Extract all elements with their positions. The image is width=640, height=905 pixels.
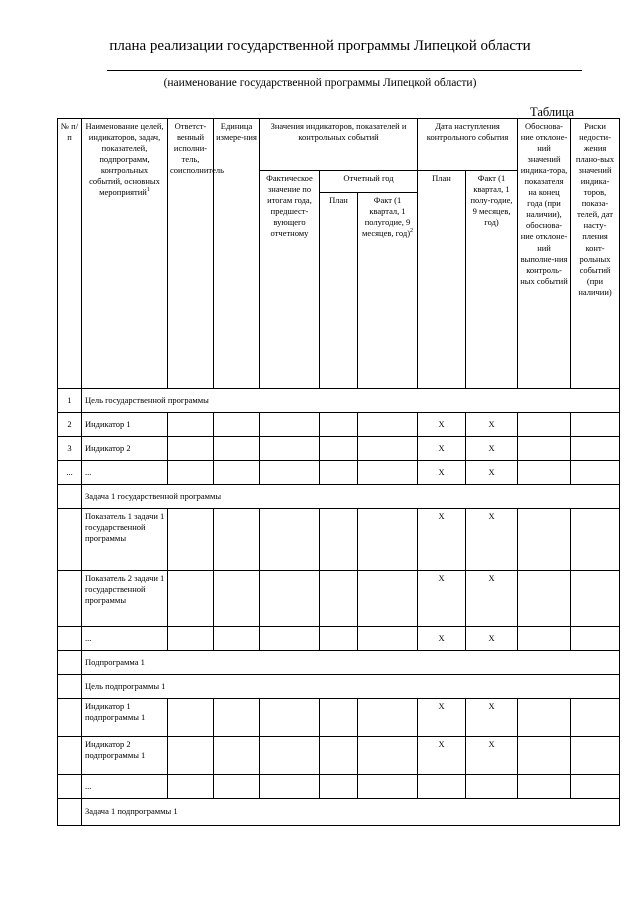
- date-fact-cell: Х: [466, 437, 518, 461]
- fact-report-cell: [358, 775, 418, 799]
- table-row: [58, 651, 620, 675]
- table-row: [58, 627, 620, 651]
- table-label: Таблица: [530, 105, 575, 119]
- executor-cell: [168, 437, 214, 461]
- table-row: [58, 799, 620, 826]
- row-number: 3: [58, 437, 82, 461]
- actual-prev-cell: [260, 775, 320, 799]
- plan-cell: [320, 509, 358, 571]
- risks-cell: [571, 775, 620, 799]
- col-date-plan-header: План: [418, 171, 466, 389]
- justification-cell: [518, 627, 571, 651]
- date-fact-cell: Х: [466, 461, 518, 485]
- col-fact-report-header: Факт (1 квартал, 1 полугодие, 9 месяцев, год)$^2$: [358, 193, 418, 389]
- actual-prev-cell: [260, 413, 320, 437]
- plan-cell: [320, 571, 358, 627]
- justification-cell: [518, 413, 571, 437]
- justification-cell: [518, 437, 571, 461]
- date-fact-cell: Х: [466, 509, 518, 571]
- table-row: [58, 461, 620, 485]
- table-row: [58, 509, 620, 571]
- plan-cell: [320, 737, 358, 775]
- document-title: плана реализации государственной программы Липецкой области: [109, 38, 531, 54]
- executor-cell: [168, 627, 214, 651]
- actual-prev-cell: [260, 461, 320, 485]
- risks-cell: [571, 461, 620, 485]
- row-name: Цель подпрограммы 1: [82, 675, 620, 699]
- fact-report-cell: [358, 627, 418, 651]
- col-justification-header: Обоснова-ние отклоне-ний значений индика-тора, показателя на конец года (при наличии), обоснова-ние отклоне-ний выполне-ния контроль-ных событий: [518, 119, 571, 389]
- unit-cell: [214, 509, 260, 571]
- date-plan-cell: Х: [418, 627, 466, 651]
- date-fact-cell: Х: [466, 737, 518, 775]
- row-number: 2: [58, 413, 82, 437]
- row-number: [58, 737, 82, 775]
- risks-cell: [571, 699, 620, 737]
- date-fact-cell: Х: [466, 627, 518, 651]
- col-plan-header: План: [320, 193, 358, 389]
- plan-cell: [320, 461, 358, 485]
- actual-prev-cell: [260, 509, 320, 571]
- row-number: 1: [58, 389, 82, 413]
- risks-cell: [571, 509, 620, 571]
- unit-cell: [214, 737, 260, 775]
- row-name: ...: [82, 775, 168, 799]
- col-actual-prev-header: Фактическое значение по итогам года, предшест-вующего отчетному: [260, 171, 320, 389]
- unit-cell: [214, 413, 260, 437]
- indicators-table: [57, 118, 620, 826]
- col-risks-header: Риски недости-жения плано-вых значений индика-торов, показа-телей, дат насту-пления конт-рольных событий (при наличии): [571, 119, 620, 389]
- executor-cell: [168, 737, 214, 775]
- plan-cell: [320, 437, 358, 461]
- row-number: ...: [58, 461, 82, 485]
- risks-cell: [571, 437, 620, 461]
- row-name: Задача 1 государственной программы: [82, 485, 620, 509]
- table-row: [58, 437, 620, 461]
- table-row: [58, 413, 620, 437]
- actual-prev-cell: [260, 699, 320, 737]
- unit-cell: [214, 627, 260, 651]
- row-name: ...: [82, 627, 168, 651]
- actual-prev-cell: [260, 627, 320, 651]
- row-number: [58, 775, 82, 799]
- table-row: [58, 389, 620, 413]
- date-fact-cell: Х: [466, 413, 518, 437]
- col-name-header: Наименование целей, индикаторов, задач, показателей, подпрограмм, контрольных событий, основных мероприятий$^1$: [82, 119, 168, 389]
- plan-cell: [320, 775, 358, 799]
- justification-cell: [518, 571, 571, 627]
- fact-report-cell: [358, 737, 418, 775]
- plan-cell: [320, 413, 358, 437]
- executor-cell: [168, 775, 214, 799]
- unit-cell: [214, 699, 260, 737]
- table-row: [58, 775, 620, 799]
- date-plan-cell: Х: [418, 461, 466, 485]
- row-number: [58, 627, 82, 651]
- col-date-fact-header: Факт (1 квартал, 1 полу-годие, 9 месяцев, год): [466, 171, 518, 389]
- col-executor-header: Ответст-венный исполни-тель, соисполнитель: [168, 119, 214, 389]
- fact-report-cell: [358, 461, 418, 485]
- col-values-group-header: Значения индикаторов, показателей и контрольных событий: [260, 119, 418, 171]
- justification-cell: [518, 737, 571, 775]
- table-row: [58, 485, 620, 509]
- unit-cell: [214, 571, 260, 627]
- executor-cell: [168, 461, 214, 485]
- col-num-header: № п/п: [58, 119, 82, 389]
- row-number: [58, 509, 82, 571]
- actual-prev-cell: [260, 737, 320, 775]
- unit-cell: [214, 775, 260, 799]
- actual-prev-cell: [260, 437, 320, 461]
- executor-cell: [168, 571, 214, 627]
- col-report-year-header: Отчетный год: [320, 171, 418, 193]
- row-name: Индикатор 2 подпрограммы 1: [82, 737, 168, 775]
- justification-cell: [518, 699, 571, 737]
- row-name: Подпрограмма 1: [82, 651, 620, 675]
- date-plan-cell: Х: [418, 437, 466, 461]
- unit-cell: [214, 461, 260, 485]
- row-number: [58, 799, 82, 826]
- executor-cell: [168, 413, 214, 437]
- date-plan-cell: Х: [418, 509, 466, 571]
- actual-prev-cell: [260, 571, 320, 627]
- row-name: Индикатор 1 подпрограммы 1: [82, 699, 168, 737]
- risks-cell: [571, 571, 620, 627]
- date-plan-cell: [418, 775, 466, 799]
- date-fact-cell: Х: [466, 571, 518, 627]
- fact-report-cell: [358, 509, 418, 571]
- document-subtitle: (наименование государственной программы Липецкой области): [163, 77, 477, 89]
- date-plan-cell: Х: [418, 699, 466, 737]
- row-name: Индикатор 1: [82, 413, 168, 437]
- row-name: Индикатор 2: [82, 437, 168, 461]
- row-number: [58, 651, 82, 675]
- unit-cell: [214, 437, 260, 461]
- plan-cell: [320, 627, 358, 651]
- row-name: ...: [82, 461, 168, 485]
- row-number: [58, 675, 82, 699]
- date-fact-cell: [466, 775, 518, 799]
- table-row: [58, 675, 620, 699]
- table-row: [58, 699, 620, 737]
- risks-cell: [571, 413, 620, 437]
- row-name: Задача 1 подпрограммы 1: [82, 799, 620, 826]
- date-plan-cell: Х: [418, 413, 466, 437]
- row-number: [58, 485, 82, 509]
- justification-cell: [518, 461, 571, 485]
- date-fact-cell: Х: [466, 699, 518, 737]
- row-number: [58, 699, 82, 737]
- risks-cell: [571, 737, 620, 775]
- date-plan-cell: Х: [418, 737, 466, 775]
- row-number: [58, 571, 82, 627]
- risks-cell: [571, 627, 620, 651]
- col-dates-group-header: Дата наступления контрольного события: [418, 119, 518, 171]
- fact-report-cell: [358, 413, 418, 437]
- plan-cell: [320, 699, 358, 737]
- title-underline: [107, 70, 582, 71]
- fact-report-cell: [358, 699, 418, 737]
- justification-cell: [518, 775, 571, 799]
- executor-cell: [168, 699, 214, 737]
- table-row: [58, 571, 620, 627]
- col-unit-header: Единица измере-ния: [214, 119, 260, 389]
- row-name: Показатель 1 задачи 1 государственной программы: [82, 509, 168, 571]
- fact-report-cell: [358, 437, 418, 461]
- executor-cell: [168, 509, 214, 571]
- justification-cell: [518, 509, 571, 571]
- date-plan-cell: Х: [418, 571, 466, 627]
- fact-report-cell: [358, 571, 418, 627]
- table-row: [58, 737, 620, 775]
- row-name: Показатель 2 задачи 1 государственной программы: [82, 571, 168, 627]
- row-name: Цель государственной программы: [82, 389, 620, 413]
